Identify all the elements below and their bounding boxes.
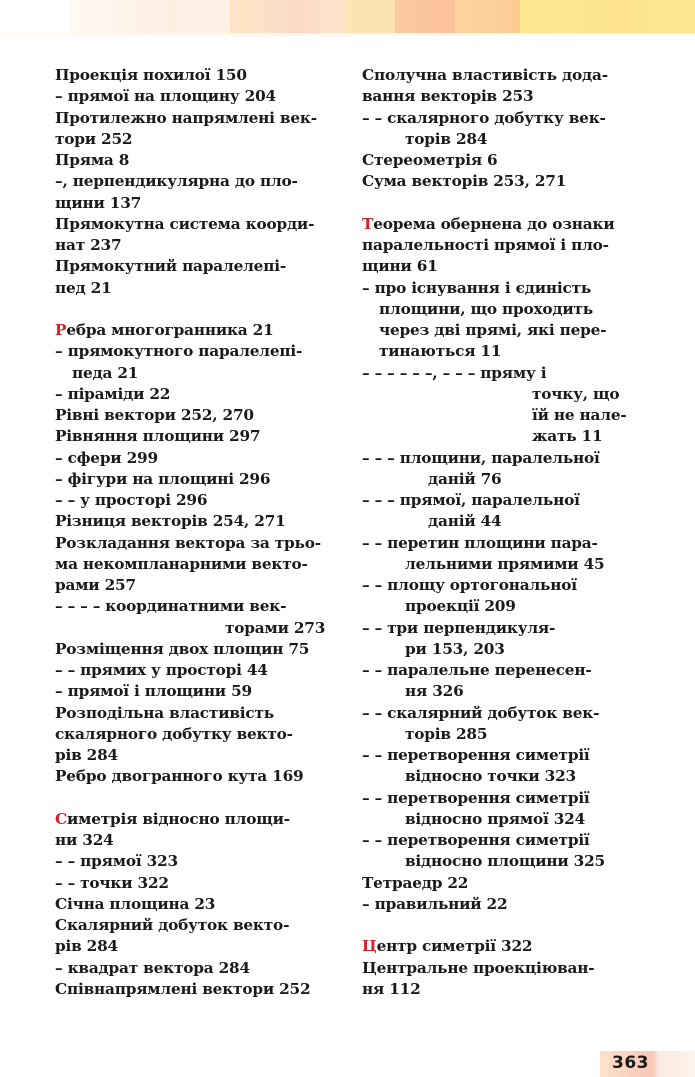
index-entry-text: щини 61: [362, 257, 438, 276]
index-entry-text: – квадрат вектора 284: [55, 958, 250, 977]
index-entry-text: – – – – координатними век-: [55, 597, 287, 616]
index-entry-text: Скалярний добуток векто-: [55, 916, 290, 934]
index-entry: [55, 894, 345, 915]
index-entry-text: – – площу ортогональної: [362, 576, 577, 594]
index-entry: [362, 235, 652, 256]
index-entry-text: паралельності прямої і пло-: [362, 236, 609, 254]
index-entry-text: – – – прямої, паралельної: [362, 491, 580, 509]
index-entry: [362, 618, 652, 639]
index-entry-text: – правильний 22: [362, 894, 508, 913]
section-initial-letter: Р: [55, 321, 67, 339]
index-entry: [362, 426, 652, 447]
index-entry: [362, 150, 652, 171]
index-entry: [362, 65, 652, 86]
index-entry: [362, 108, 652, 129]
index-entry-text: рів 284: [55, 746, 118, 764]
index-entry-text: точку, що: [532, 384, 620, 403]
index-entry: [55, 214, 345, 235]
index-entry: [55, 809, 345, 830]
index-entry: [55, 278, 345, 299]
index-entry: [362, 363, 652, 384]
index-entry: [55, 639, 345, 660]
index-entry-text: лельними прямими 45: [405, 554, 605, 573]
index-entry-text: – – перетворення симетрії: [362, 788, 590, 807]
index-entry: [55, 256, 345, 277]
index-entry: [55, 873, 345, 894]
index-entry: [55, 936, 345, 957]
index-entry-text: – прямої на площину 204: [55, 87, 276, 106]
index-entry: [362, 511, 652, 532]
index-entry-text: – – паралельне перенесен-: [362, 661, 592, 679]
index-entry-text: – прямої і площини 59: [55, 682, 252, 701]
index-entry: [362, 894, 652, 915]
index-entry: [362, 214, 652, 235]
index-entry: [362, 681, 652, 702]
index-entry: [362, 171, 652, 192]
index-entry: [362, 299, 652, 320]
index-entry: [362, 405, 652, 426]
index-entry-text: вання векторів 253: [362, 87, 534, 106]
index-entry-text: даній 44: [428, 512, 502, 531]
index-entry: [55, 150, 345, 171]
index-entry-text: проекції 209: [405, 597, 516, 616]
index-entry-text: нат 237: [55, 236, 122, 254]
index-entry-text: иметрія відносно площи-: [66, 809, 290, 828]
index-entry-text: еорема обернена до ознаки: [373, 214, 615, 233]
index-entry: [362, 639, 652, 660]
index-entry-text: Стереометрія 6: [362, 151, 498, 169]
index-entry-text: відносно площини 325: [405, 852, 605, 871]
index-entry-text: Розкладання вектора за трьо-: [55, 533, 321, 552]
index-entry-text: торів 284: [405, 129, 488, 148]
index-entry: [55, 681, 345, 702]
index-entry: [55, 384, 345, 405]
index-entry-text: торів 285: [405, 724, 488, 743]
section-initial-letter: Ц: [362, 937, 377, 956]
index-entry-text: Центральне проекціюван-: [362, 958, 595, 977]
index-entry: [362, 384, 652, 405]
section-gap: [55, 788, 345, 809]
index-entry-text: ебра многогранника 21: [66, 321, 274, 339]
index-entry-text: щини 137: [55, 193, 142, 212]
index-entry-text: Протилежно напрямлені век-: [55, 108, 317, 127]
index-entry-text: Співнапрямлені вектори 252: [55, 979, 311, 998]
index-entry: [362, 278, 652, 299]
index-entry-text: – – перетворення симетрії: [362, 746, 590, 764]
index-entry: [55, 575, 345, 596]
index-entry-text: – – три перпендикуля-: [362, 618, 556, 637]
index-entry: [55, 660, 345, 681]
index-entry: [55, 193, 345, 214]
index-entry: [55, 554, 345, 575]
index-entry: [55, 596, 345, 617]
index-entry: [362, 554, 652, 575]
index-entry-text: торами 273: [225, 618, 326, 637]
index-entry-text: Ребро двогранного кута 169: [55, 767, 304, 786]
index-entry: [362, 851, 652, 872]
index-entry: [55, 129, 345, 150]
index-entry: [362, 766, 652, 787]
index-entry-text: – – – – – –, – – – пряму і: [362, 363, 547, 382]
index-entry-text: – піраміди 22: [55, 384, 171, 403]
index-entry-text: ри 153, 203: [405, 639, 505, 658]
index-entry-text: – – прямих у просторі 44: [55, 661, 268, 679]
index-entry: [362, 86, 652, 107]
index-entry-text: тори 252: [55, 129, 133, 148]
index-entry: [362, 936, 652, 957]
index-entry: [362, 724, 652, 745]
index-entry: [55, 724, 345, 745]
index-entry-text: – – – площини, паралельної: [362, 448, 600, 467]
index-entry: [55, 65, 345, 86]
index-entry-text: – – скалярного добутку век-: [362, 108, 606, 127]
index-entry-text: через дві прямі, які пере-: [379, 321, 607, 339]
index-entry: [55, 618, 345, 639]
index-entry-text: ня 326: [405, 682, 464, 701]
index-entry: [55, 448, 345, 469]
index-entry: [362, 660, 652, 681]
index-entry-text: – – скалярний добуток век-: [362, 703, 600, 722]
index-entry-text: Січна площина 23: [55, 894, 216, 913]
index-entry-text: жать 11: [532, 427, 603, 446]
index-entry: [362, 703, 652, 724]
index-entry-text: відносно точки 323: [405, 767, 576, 786]
index-entry-text: відносно прямої 324: [405, 809, 586, 828]
index-entry-text: рів 284: [55, 937, 118, 956]
index-entry-text: педа 21: [72, 363, 139, 382]
index-entry: [55, 405, 345, 426]
index-entry-text: Прямокутний паралелепі-: [55, 257, 286, 276]
index-entry: [362, 256, 652, 277]
index-entry: [362, 533, 652, 554]
index-entry: [362, 575, 652, 596]
page-number: 363: [612, 1053, 649, 1073]
index-entry-text: –, перпендикулярна до пло-: [55, 172, 298, 191]
index-entry: [55, 469, 345, 490]
index-entry-text: даній 76: [428, 469, 502, 488]
index-entry-text: – прямокутного паралелепі-: [55, 342, 303, 361]
index-entry-text: Сполучна властивість дода-: [362, 66, 608, 84]
index-entry: [362, 448, 652, 469]
section-gap: [362, 915, 652, 936]
section-initial-letter: Т: [362, 214, 374, 233]
index-entry: [55, 511, 345, 532]
index-entry-text: площини, що проходить: [379, 299, 593, 318]
index-entry-text: пед 21: [55, 278, 112, 297]
section-initial-letter: С: [55, 809, 67, 828]
index-entry: [362, 596, 652, 617]
index-entry-text: Різниця векторів 254, 271: [55, 512, 286, 531]
index-entry-text: рами 257: [55, 576, 136, 594]
index-entry: [55, 745, 345, 766]
index-entry-text: Тетраедр 22: [362, 873, 469, 892]
index-entry: [362, 873, 652, 894]
index-entry-text: Рівні вектори 252, 270: [55, 406, 254, 424]
index-entry-text: – про існування і єдиність: [362, 278, 592, 297]
index-entry: [362, 788, 652, 809]
index-entry-text: Рівняння площини 297: [55, 427, 261, 446]
index-entry: [55, 533, 345, 554]
index-entry-text: – сфери 299: [55, 448, 158, 467]
index-entry-text: їй не нале-: [532, 406, 627, 424]
index-entry: [55, 235, 345, 256]
index-entry-text: Сума векторів 253, 271: [362, 172, 567, 191]
index-entry: [55, 766, 345, 787]
index-entry-text: Розміщення двох площин 75: [55, 639, 310, 658]
index-entry: [55, 341, 345, 362]
index-entry: [362, 490, 652, 511]
index-entry-text: ни 324: [55, 831, 114, 849]
index-entry: [362, 320, 652, 341]
index-column-right: [362, 65, 652, 1000]
section-gap: [55, 299, 345, 320]
index-entry: [55, 915, 345, 936]
index-entry: [55, 108, 345, 129]
index-entry: [362, 745, 652, 766]
decorative-header-banner: [0, 0, 695, 33]
index-entry: [55, 703, 345, 724]
banner-fade: [0, 33, 695, 39]
index-entry-text: Прямокутна система коорди-: [55, 214, 315, 233]
index-entry: [55, 830, 345, 851]
index-entry: [55, 86, 345, 107]
index-entry: [55, 426, 345, 447]
index-entry-text: скалярного добутку векто-: [55, 724, 293, 743]
index-entry: [55, 320, 345, 341]
section-gap: [362, 193, 652, 214]
index-entry-text: тинаються 11: [379, 342, 502, 361]
index-entry: [55, 958, 345, 979]
index-entry: [362, 809, 652, 830]
index-entry: [55, 171, 345, 192]
index-entry: [362, 341, 652, 362]
index-entry-text: – – перетин площини пара-: [362, 533, 598, 552]
index-entry-text: Розподільна властивість: [55, 703, 274, 722]
index-entry-text: – – перетворення симетрії: [362, 831, 590, 849]
index-entry-text: ня 112: [362, 979, 421, 998]
index-entry-text: – – точки 322: [55, 873, 169, 892]
index-entry: [362, 469, 652, 490]
index-entry: [362, 830, 652, 851]
index-entry-text: Проекція похилої 150: [55, 66, 247, 84]
index-entry: [55, 851, 345, 872]
index-entry-text: Пряма 8: [55, 151, 130, 169]
index-entry-text: ентр симетрії 322: [376, 937, 533, 956]
index-entry: [55, 363, 345, 384]
index-entry-text: – – у просторі 296: [55, 491, 208, 509]
index-entry: [55, 979, 345, 1000]
index-entry-text: – фігури на площині 296: [55, 469, 271, 488]
index-entry: [55, 490, 345, 511]
index-column-left: [55, 65, 345, 1000]
index-entry-text: ма некомпланарними векто-: [55, 554, 308, 573]
index-entry: [362, 979, 652, 1000]
index-entry: [362, 129, 652, 150]
index-entry: [362, 958, 652, 979]
index-entry-text: – – прямої 323: [55, 852, 178, 871]
